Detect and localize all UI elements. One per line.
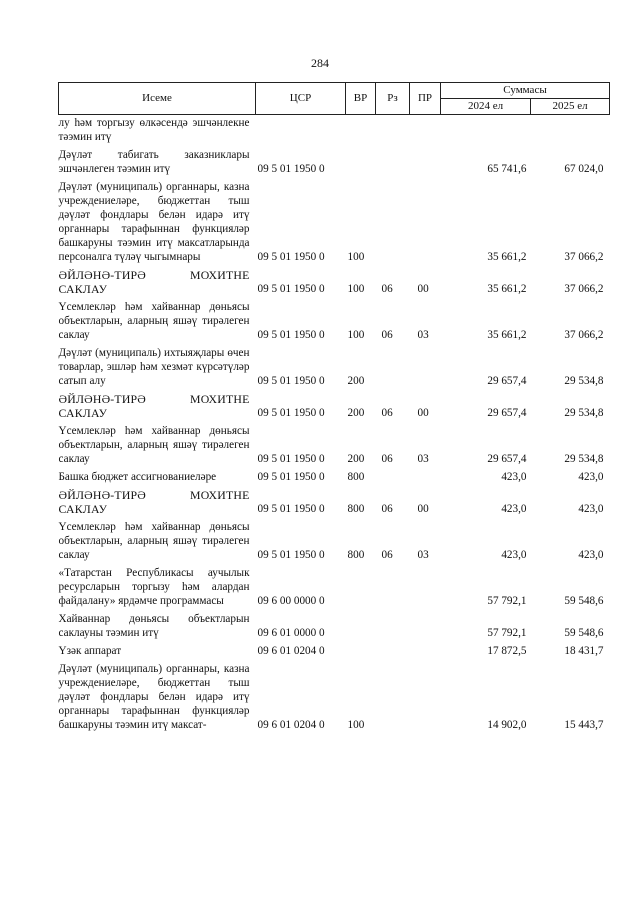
row-name: ӘЙЛӘНӘ-ТИРӘ МОХИТНЕ САКЛАУ	[58, 268, 250, 296]
row-rz	[376, 469, 410, 487]
table-row	[59, 391, 610, 423]
row-pr	[410, 115, 441, 148]
row-vr: 800	[347, 471, 365, 483]
row-name: Дәүләт (муниципаль) органнары, казна учреждениеләре, бюджеттан тыш дәүләт фондлары белән идарә итү органнары тарафыннан функцияләр башкаруны тәэмин итү максатларында персоналга түләү чыгымнары	[58, 181, 250, 263]
row-pr	[410, 345, 441, 391]
row-vr: 200	[347, 453, 365, 465]
row-vr: 100	[347, 719, 365, 731]
row-csr: 09 5 01 1950 0	[257, 283, 325, 295]
row-amount-2025: 37 066,2	[564, 283, 604, 295]
row-amount-2025	[531, 115, 610, 148]
table-row	[59, 565, 610, 611]
row-rz	[376, 661, 410, 735]
row-amount-2024: 14 902,0	[487, 719, 527, 731]
row-rz	[376, 611, 410, 643]
page-number: 284	[311, 56, 329, 70]
row-amount-2025: 37 066,2	[564, 329, 604, 341]
table-row	[59, 267, 610, 299]
row-amount-2024: 423,0	[501, 549, 527, 561]
row-pr: 00	[417, 407, 429, 419]
row-pr	[410, 661, 441, 735]
row-name: Үсемлекләр һәм хайваннар дөньясы объектларын, аларның яшәү тирәлеген саклау	[58, 521, 250, 561]
table-row	[59, 611, 610, 643]
row-vr: 200	[347, 407, 365, 419]
row-name: Дәүләт (муниципаль) органнары, казна учреждениеләре, бюджеттан тыш дәүләт фондлары белән идарә итү органнары тарафыннан функцияләр башкаруны тәэмин итү максат-	[58, 663, 250, 731]
row-rz: 06	[381, 549, 393, 561]
budget-table	[58, 82, 610, 735]
table-row	[59, 469, 610, 487]
row-pr	[410, 469, 441, 487]
row-vr: 800	[347, 503, 365, 515]
row-rz	[376, 179, 410, 267]
row-name: ӘЙЛӘНӘ-ТИРӘ МОХИТНЕ САКЛАУ	[58, 488, 250, 516]
row-amount-2025: 67 024,0	[564, 163, 604, 175]
row-csr: 09 5 01 1950 0	[257, 453, 325, 465]
row-name: Үсемлекләр һәм хайваннар дөньясы объектларын, аларның яшәү тирәлеген саклау	[58, 301, 250, 341]
table-row	[59, 345, 610, 391]
row-pr	[410, 611, 441, 643]
row-amount-2025: 423,0	[578, 471, 604, 483]
row-rz: 06	[381, 283, 393, 295]
header-vr: ВР	[346, 83, 376, 115]
row-amount-2024: 29 657,4	[487, 453, 527, 465]
row-amount-2024: 35 661,2	[487, 251, 527, 263]
row-amount-2025: 59 548,6	[564, 627, 604, 639]
table-row	[59, 423, 610, 469]
table-row	[59, 299, 610, 345]
header-year-2024: 2024 ел	[441, 99, 531, 115]
row-name: лу һәм торгызу өлкәсендә эшчәнлекне тәэмин итү	[58, 117, 250, 143]
header-pr: ПР	[410, 83, 441, 115]
row-vr	[346, 115, 376, 148]
row-vr	[346, 643, 376, 661]
row-pr	[410, 179, 441, 267]
row-csr: 09 5 01 1950 0	[257, 251, 325, 263]
header-csr: ЦСР	[256, 83, 346, 115]
row-amount-2025: 15 443,7	[564, 719, 604, 731]
row-vr: 800	[347, 549, 365, 561]
table-row	[59, 519, 610, 565]
table-row	[59, 643, 610, 661]
row-rz	[376, 147, 410, 179]
row-vr: 200	[347, 375, 365, 387]
row-csr	[256, 115, 346, 148]
row-csr: 09 5 01 1950 0	[257, 407, 325, 419]
table-body	[59, 115, 610, 736]
row-amount-2024: 57 792,1	[487, 627, 527, 639]
header-year-2025: 2025 ел	[531, 99, 610, 115]
row-pr: 03	[417, 329, 429, 341]
row-amount-2024: 423,0	[501, 503, 527, 515]
row-amount-2024: 35 661,2	[487, 283, 527, 295]
row-name: Хайваннар дөньясы объектларын саклауны тәэмин итү	[58, 613, 250, 639]
row-amount-2024: 65 741,6	[487, 163, 527, 175]
row-amount-2024: 57 792,1	[487, 595, 527, 607]
row-pr: 00	[417, 503, 429, 515]
row-amount-2025: 59 548,6	[564, 595, 604, 607]
row-pr	[410, 147, 441, 179]
row-vr: 100	[347, 283, 365, 295]
row-csr: 09 6 01 0000 0	[257, 627, 325, 639]
row-pr	[410, 565, 441, 611]
row-csr: 09 6 00 0000 0	[257, 595, 325, 607]
row-csr: 09 5 01 1950 0	[257, 163, 325, 175]
row-rz: 06	[381, 407, 393, 419]
row-pr: 03	[417, 453, 429, 465]
row-csr: 09 5 01 1950 0	[257, 471, 325, 483]
row-rz: 06	[381, 329, 393, 341]
row-name: Башка бюджет ассигнованиеләре	[58, 471, 217, 483]
row-name: «Татарстан Республикасы аучылык ресурсларын торгызу һәм алардан файдалану» ярдәмче программасы	[58, 567, 250, 607]
row-pr	[410, 643, 441, 661]
row-csr: 09 5 01 1950 0	[257, 375, 325, 387]
row-vr	[346, 147, 376, 179]
row-name: Дәүләт (муниципаль) ихтыяҗлары өчен товарлар, эшләр һәм хезмәт күрсәтүләр сатып алу	[58, 347, 250, 387]
row-rz	[376, 565, 410, 611]
row-rz: 06	[381, 503, 393, 515]
row-csr: 09 6 01 0204 0	[257, 719, 325, 731]
row-amount-2024	[441, 115, 531, 148]
row-rz	[376, 115, 410, 148]
row-amount-2025: 29 534,8	[564, 453, 604, 465]
row-csr: 09 6 01 0204 0	[257, 645, 325, 657]
row-pr: 03	[417, 549, 429, 561]
row-name: Үсемлекләр һәм хайваннар дөньясы объектларын, аларның яшәү тирәлеген саклау	[58, 425, 250, 465]
row-rz	[376, 643, 410, 661]
row-amount-2025: 37 066,2	[564, 251, 604, 263]
row-csr: 09 5 01 1950 0	[257, 549, 325, 561]
row-vr: 100	[347, 329, 365, 341]
row-pr: 00	[417, 283, 429, 295]
row-amount-2025: 29 534,8	[564, 375, 604, 387]
row-amount-2025: 423,0	[578, 503, 604, 515]
row-amount-2025: 29 534,8	[564, 407, 604, 419]
table-header	[59, 83, 610, 115]
header-rz: Рз	[376, 83, 410, 115]
table-row	[59, 115, 610, 148]
row-name: Үзәк аппарат	[58, 645, 122, 657]
row-amount-2024: 29 657,4	[487, 375, 527, 387]
row-amount-2025: 18 431,7	[564, 645, 604, 657]
row-amount-2025: 423,0	[578, 549, 604, 561]
row-vr	[346, 565, 376, 611]
table-row	[59, 661, 610, 735]
row-name: Дәүләт табигать заказниклары эшчәнлеген тәэмин итү	[58, 149, 250, 175]
table-row	[59, 147, 610, 179]
header-name: Исеме	[59, 83, 256, 115]
row-vr	[346, 611, 376, 643]
row-amount-2024: 35 661,2	[487, 329, 527, 341]
header-sums: Суммасы	[441, 83, 610, 99]
row-amount-2024: 17 872,5	[487, 645, 527, 657]
row-rz: 06	[381, 453, 393, 465]
row-rz	[376, 345, 410, 391]
row-csr: 09 5 01 1950 0	[257, 503, 325, 515]
row-name: ӘЙЛӘНӘ-ТИРӘ МОХИТНЕ САКЛАУ	[58, 392, 250, 420]
row-vr: 100	[347, 251, 365, 263]
row-amount-2024: 423,0	[501, 471, 527, 483]
row-amount-2024: 29 657,4	[487, 407, 527, 419]
table-row	[59, 487, 610, 519]
row-csr: 09 5 01 1950 0	[257, 329, 325, 341]
table-row	[59, 179, 610, 267]
